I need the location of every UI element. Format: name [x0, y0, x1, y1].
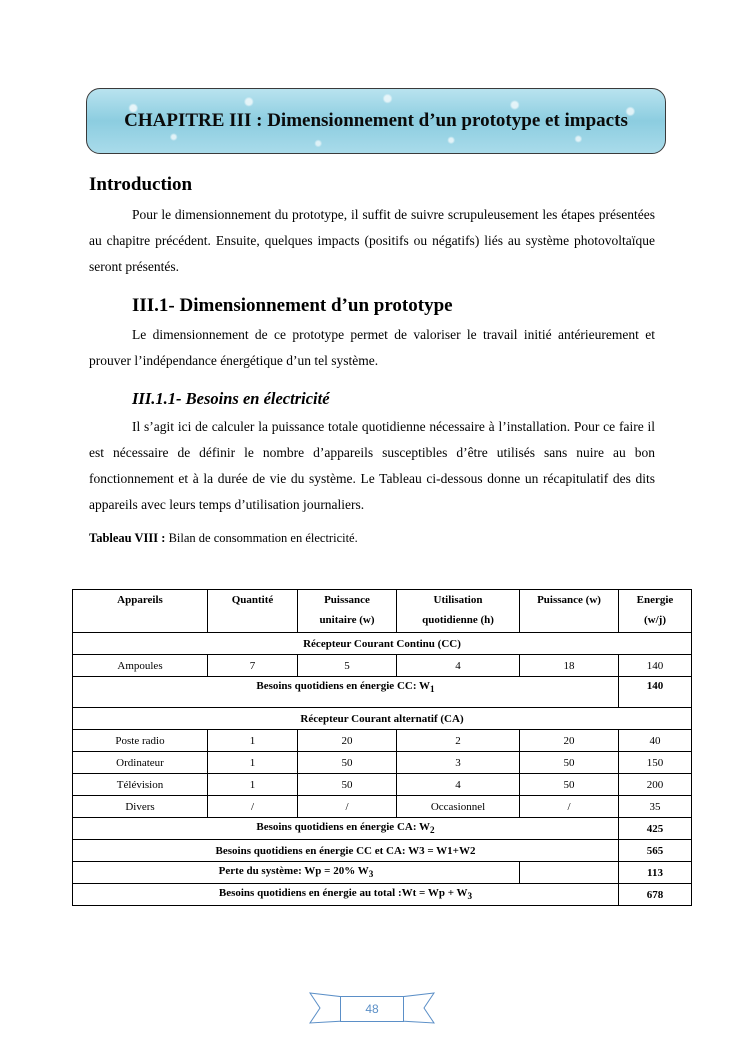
page-number: 48 — [340, 996, 404, 1022]
cell-quantite: / — [208, 796, 298, 818]
cell-energie: 140 — [619, 655, 692, 677]
perte-value: 113 — [619, 862, 692, 884]
cell-puissance: 50 — [520, 774, 619, 796]
total-row-cc — [73, 677, 692, 708]
header-puissance-unitaire-line2: unitaire (w) — [319, 614, 375, 626]
intro-paragraph: Pour le dimensionnement du prototype, il suffit de suivre scrupuleusement les étapes présentées au chapitre précédent. Ensuite, quelques impacts (positifs ou négatifs) liés au système photovoltaïque seront présentés. — [89, 207, 655, 274]
cell-quantite: 1 — [208, 774, 298, 796]
cell-puissance-unitaire: 50 — [298, 774, 397, 796]
perte-row — [73, 862, 692, 884]
total-cc-label-text: Besoins quotidiens en énergie CC: W — [256, 680, 431, 692]
table-row — [73, 655, 692, 677]
cell-puissance: 20 — [520, 730, 619, 752]
perte-label — [73, 862, 520, 884]
total-cc-value: 140 — [619, 677, 692, 708]
total-value: 678 — [619, 884, 692, 906]
cell-appareil: Ordinateur — [73, 752, 208, 774]
cell-puissance-unitaire: 5 — [298, 655, 397, 677]
header-utilisation-line2: quotidienne (h) — [422, 614, 494, 626]
cell-utilisation: Occasionnel — [397, 796, 520, 818]
subsection-1-1-paragraph: Il s’agit ici de calculer la puissance totale quotidienne nécessaire à l’installation. Pour ce faire il est nécessaire de définir le nombre d’appareils susceptibles d’être utilisés sans nuire au bon fonctionnement et à la durée de vie du système. Le Tableau ci-dessous donne un récapitulatif des dits appareils avec leurs temps d’utilisation journaliers. — [89, 419, 655, 512]
chapter-banner — [86, 88, 666, 154]
page-number-ribbon — [308, 991, 436, 1025]
total-row-cc-ca — [73, 840, 692, 862]
cell-puissance-unitaire: / — [298, 796, 397, 818]
perte-label-text: Perte du système: Wp = 20% W — [218, 865, 369, 878]
table-row — [73, 796, 692, 818]
total-ca-value: 425 — [619, 818, 692, 840]
total-cc-label-sub: 1 — [430, 684, 435, 695]
section-row-cc — [73, 633, 692, 655]
cell-quantite: 1 — [208, 730, 298, 752]
table-caption — [89, 531, 358, 546]
cell-utilisation: 3 — [397, 752, 520, 774]
header-energie-line1: Energie — [636, 594, 674, 606]
section-ca-label: Récepteur Courant alternatif (CA) — [73, 708, 692, 730]
total-ca-label-sub: 2 — [430, 825, 435, 836]
cell-appareil: Ampoules — [73, 655, 208, 677]
header-appareils: Appareils — [73, 590, 208, 633]
table-caption-label: Tableau VIII : — [89, 531, 166, 545]
section-1-paragraph: Le dimensionnement de ce prototype permet de valoriser le travail initié antérieurement et prouver l’indépendance énergétique d’un tel système. — [89, 327, 655, 368]
cell-puissance: / — [520, 796, 619, 818]
header-puissance: Puissance (w) — [520, 590, 619, 633]
total-ca-label-text: Besoins quotidiens en énergie CA: W — [256, 821, 431, 834]
table-caption-text: Bilan de consommation en électricité. — [165, 531, 358, 545]
cell-utilisation: 4 — [397, 655, 520, 677]
cell-quantite: 7 — [208, 655, 298, 677]
header-puissance-unitaire — [298, 590, 397, 633]
consumption-table — [72, 589, 692, 906]
perte-empty-cell — [520, 862, 619, 884]
section-cc-label: Récepteur Courant Continu (CC) — [73, 633, 692, 655]
cell-puissance: 50 — [520, 752, 619, 774]
cell-puissance-unitaire: 20 — [298, 730, 397, 752]
total-cc-ca-label: Besoins quotidiens en énergie CC et CA: W3 = W1+W2 — [73, 840, 619, 862]
table-row — [73, 774, 692, 796]
total-row — [73, 884, 692, 906]
table-header-row — [73, 590, 692, 633]
total-cc-label — [73, 677, 619, 708]
cell-utilisation: 4 — [397, 774, 520, 796]
cell-energie: 35 — [619, 796, 692, 818]
perte-label-sub: 3 — [368, 869, 374, 880]
header-puissance-unitaire-line1: Puissance — [324, 594, 370, 606]
subsection-heading-1-1: III.1.1- Besoins en électricité — [132, 389, 330, 408]
total-cc-ca-value: 565 — [619, 840, 692, 862]
total-row-ca — [73, 818, 692, 840]
cell-energie: 150 — [619, 752, 692, 774]
cell-appareil: Poste radio — [73, 730, 208, 752]
total-label-text: Besoins quotidiens en énergie au total :Wt = Wp + W — [218, 887, 468, 900]
header-energie — [619, 590, 692, 633]
cell-puissance-unitaire: 50 — [298, 752, 397, 774]
cell-appareil: Télévision — [73, 774, 208, 796]
table-row — [73, 730, 692, 752]
section-row-ca — [73, 708, 692, 730]
cell-puissance: 18 — [520, 655, 619, 677]
header-quantite: Quantité — [208, 590, 298, 633]
section-heading-1: III.1- Dimensionnement d’un prototype — [132, 295, 453, 316]
header-energie-line2: (w/j) — [644, 614, 666, 626]
cell-quantite: 1 — [208, 752, 298, 774]
total-ca-label — [73, 818, 619, 840]
total-label-sub: 3 — [467, 891, 473, 902]
cell-utilisation: 2 — [397, 730, 520, 752]
total-label — [73, 884, 619, 906]
cell-energie: 200 — [619, 774, 692, 796]
intro-heading: Introduction — [89, 174, 193, 195]
cell-energie: 40 — [619, 730, 692, 752]
cell-appareil: Divers — [73, 796, 208, 818]
chapter-title: CHAPITRE III : Dimensionnement d’un prototype et impacts — [124, 110, 628, 131]
table-row — [73, 752, 692, 774]
header-utilisation-line1: Utilisation — [433, 594, 483, 606]
header-utilisation — [397, 590, 520, 633]
